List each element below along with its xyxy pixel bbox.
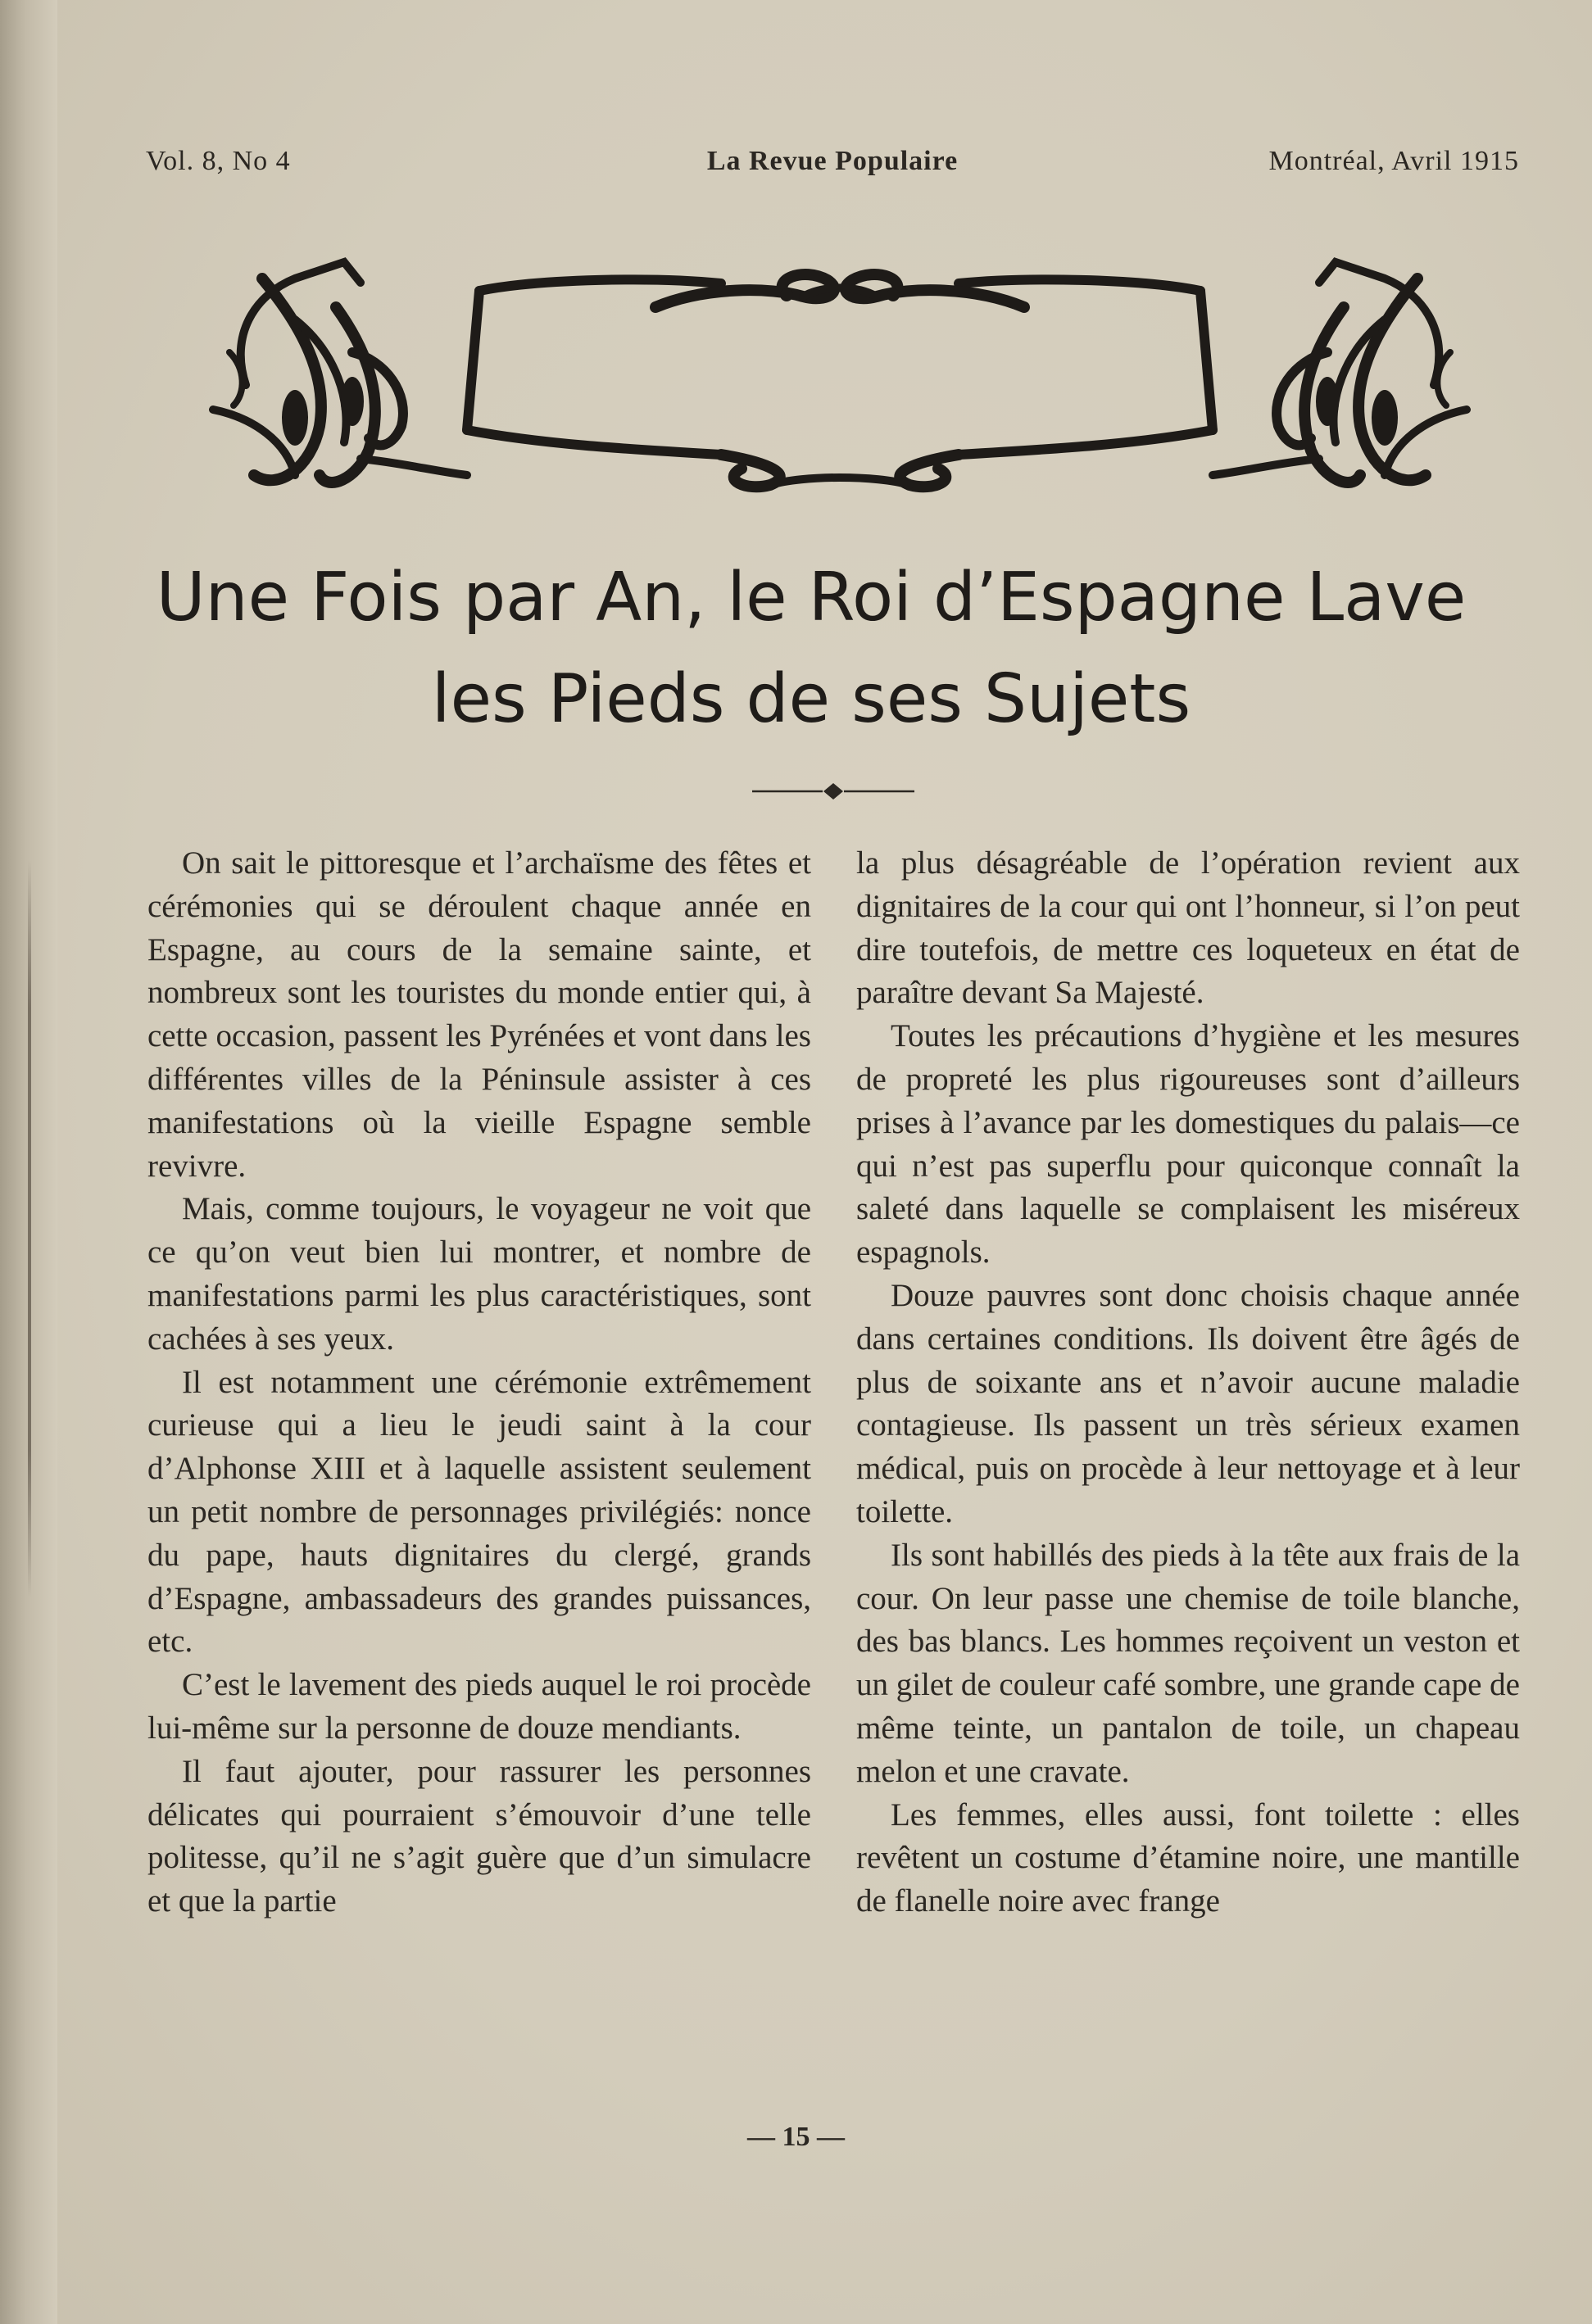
running-head [146,146,1519,187]
paragraph: Les femmes, elles aussi, font toilette : elles revêtent un costume d’étamine noire, une mantille de flanelle noire avec frange [856,1796,1520,1919]
paragraph: Mais, comme toujours, le voyageur ne voit que ce qu’on veut bien lui montrer, et nombre de manifestations parmi les plus caractéristiques, sont cachées à ses yeux. [147,1191,811,1357]
paragraph-continued: la plus désagréable de l’opération revient aux dignitaires de la cour qui ont l’honneur, si l’on peut dire toutefois, de mettre ces loqueteux en état de paraître devant Sa Majesté. [856,845,1520,1011]
art-nouveau-floral-frame-icon [197,229,1483,508]
paragraph: C’est le lavement des pieds auquel le roi procède lui-même sur la personne de douze mendiants. [147,1667,811,1746]
volume-number: Vol. 8, No 4 [146,146,291,176]
title-line-2: les Pieds de ses Sujets [431,660,1191,738]
page-number: — 15 — [747,2122,845,2152]
paragraph: Toutes les précautions d’hygiène et les mesures de propreté les plus rigoureuses sont d’ailleurs prises à l’avance par les domestiques du palais—ce qui n’est pas superflu pour quiconque connaît la saleté dans laquelle se complaisent les miséreux espagnols. [856,1018,1520,1271]
paragraph: Il faut ajouter, pour rassurer les personnes délicates qui pourraient s’émouvoir d’une telle politesse, qu’il ne s’agit guère que d’un simulacre et que la partie [147,1753,811,1919]
gutter-shadow [28,860,31,1597]
article-column-right [856,842,1520,1923]
title-line-1: Une Fois par An, le Roi d’Espagne Lave [156,559,1467,636]
paragraph: Ils sont habillés des pieds à la tête aux frais de la cour. On leur passe une chemise de toile blanche, des bas blancs. Les hommes reçoivent un veston et un gilet de couleur café sombre, une grande cape de même teinte, un pantalon de toile, un chapeau melon et une cravate. [856,1537,1520,1789]
article-title [98,547,1524,750]
article-column-left [147,842,811,1923]
paragraph: On sait le pittoresque et l’archaïsme des fêtes et cérémonies qui se déroulent chaque année en Espagne, au cours de la semaine sainte, et nombreux sont les touristes du monde entier qui, à cette occasion, passent les Pyrénées et vont dans les différentes villes de la Péninsule assister à ces manifestations où la vieille Espagne semble revivre. [147,845,811,1184]
place-date: Montréal, Avril 1915 [1268,146,1519,176]
paragraph: Il est notamment une cérémonie extrêmement curieuse qui a lieu le jeudi saint à la cour d’Alphonse XIII et à laquelle assistent seulement un petit nombre de personnages privilégiés: nonce du pape, hauts dignitaires du clergé, grands d’Espagne, ambassadeurs des grandes puissances, etc. [147,1364,811,1660]
diamond-rule-icon [752,781,914,801]
paragraph: Douze pauvres sont donc choisis chaque année dans certaines conditions. Ils doivent être âgés de plus de soixante ans et n’avoir aucune maladie contagieuse. Ils passent un très sérieux examen médical, puis on procède à leur nettoyage et à leur toilette. [856,1277,1520,1529]
publication-name: La Revue Populaire [706,146,959,176]
